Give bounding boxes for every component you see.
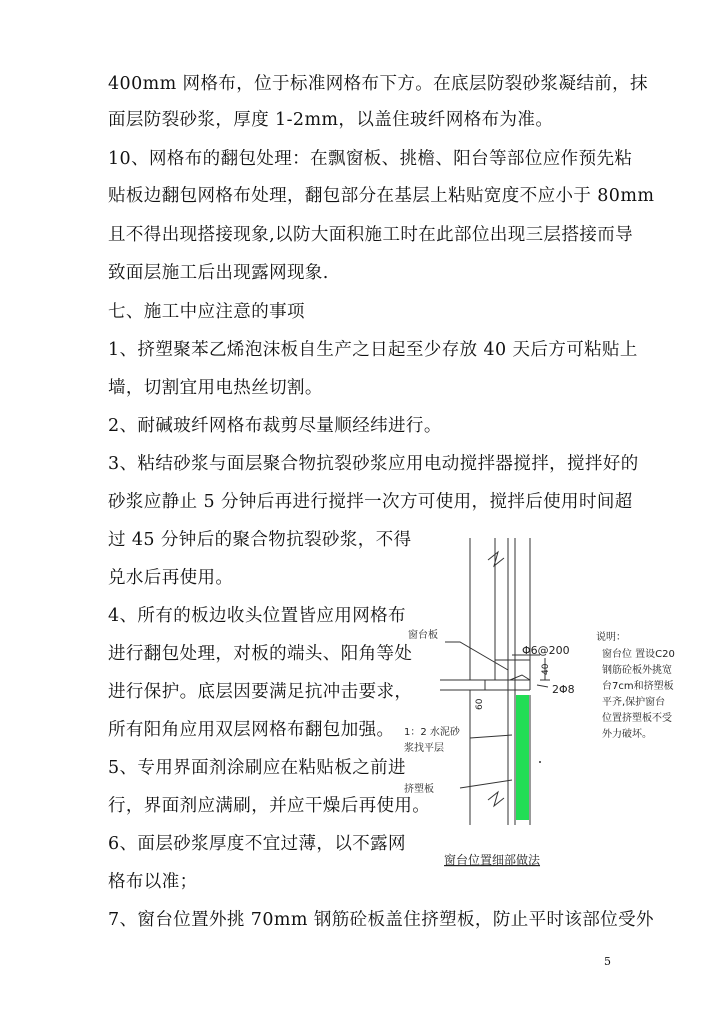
text-line: 且不得出现搭接现象,以防大面积施工时在此部位出现三层搭接而导 <box>108 225 634 245</box>
text-line: 砂浆应静止 5 分钟后再进行搅拌一次方可使用，搅拌后使用时间超 <box>108 492 633 512</box>
label-mortar-line2: 浆找平层 <box>404 743 444 754</box>
figure-caption: 窗台位置细部做法 <box>444 853 541 867</box>
text-line: 4、所有的板边收头位置皆应用网格布 <box>108 606 406 626</box>
text-line: 致面层施工后出现露网现象. <box>108 263 329 283</box>
text-line: 贴板边翻包网格布处理，翻包部分在基层上粘贴宽度不应小于 80mm <box>108 186 655 206</box>
note-line: 台7cm和挤塑板 <box>602 681 674 692</box>
extruded-board-shape <box>516 695 529 820</box>
text-line: 墙，切割宜用电热丝切割。 <box>108 378 323 398</box>
text-line: 兑水后再使用。 <box>108 568 234 588</box>
label-dim-60: 60 <box>475 698 485 710</box>
text-line: 面层防裂砂浆，厚度 1-2mm，以盖住玻纤网格布为准。 <box>108 110 554 130</box>
page-number: 5 <box>604 955 611 968</box>
text-line: 400mm 网格布，位于标准网格布下方。在底层防裂砂浆凝结前，抹 <box>108 74 648 94</box>
text-line: 10、网格布的翻包处理：在飘窗板、挑檐、阳台等部位应作预先粘 <box>108 149 633 169</box>
label-dim-40: 40 <box>541 663 551 675</box>
text-line: 进行保护。底层因要满足抗冲击要求， <box>108 682 413 702</box>
label-extruded-board: 挤塑板 <box>404 784 434 795</box>
text-line: 所有阳角应用双层网格布翻包加强。 <box>108 720 395 740</box>
label-rebar-bottom: 2Φ8 <box>552 683 575 696</box>
text-line: 过 45 分钟后的聚合物抗裂砂浆，不得 <box>108 530 412 550</box>
label-rebar-top: Φ6@200 <box>522 644 570 657</box>
window-sill-detail-figure <box>400 530 720 880</box>
note-line: 平齐,保护窗台 <box>602 697 666 708</box>
text-line: 6、面层砂浆厚度不宜过薄，以不露网 <box>108 834 406 854</box>
note-line: 位置挤塑板不受 <box>602 713 672 724</box>
note-line: 窗台位 置设C20 <box>602 649 675 660</box>
text-line: 2、耐碱玻纤网格布裁剪尽量顺经纬进行。 <box>108 416 442 436</box>
text-line: 格布以准； <box>108 872 198 892</box>
text-line: 3、粘结砂浆与面层聚合物抗裂砂浆应用电动搅拌器搅拌，搅拌好的 <box>108 454 639 474</box>
text-line: 1、挤塑聚苯乙烯泡沫板自生产之日起至少存放 40 天后方可粘贴上 <box>108 340 638 360</box>
note-line: 外力破坏。 <box>602 729 652 740</box>
text-line: 进行翻包处理，对板的端头、阳角等处 <box>108 644 413 664</box>
wall-lines <box>440 538 550 825</box>
section-heading: 七、施工中应注意的事项 <box>108 302 305 322</box>
label-mortar-line1: 1：2 水泥砂 <box>404 727 460 738</box>
note-line: 钢筋砼板外挑宽 <box>602 665 672 676</box>
figure-note <box>596 630 675 740</box>
label-window-sill: 窗台板 <box>408 630 438 641</box>
text-line: 5、专用界面剂涂刷应在粘贴板之前进 <box>108 758 406 778</box>
note-line: 说明： <box>596 632 626 643</box>
text-line: 7、窗台位置外挑 70mm 钢筋砼板盖住挤塑板，防止平时该部位受外 <box>108 910 654 930</box>
text-line: 行，界面剂应满刷，并应干燥后再使用。 <box>108 796 431 816</box>
